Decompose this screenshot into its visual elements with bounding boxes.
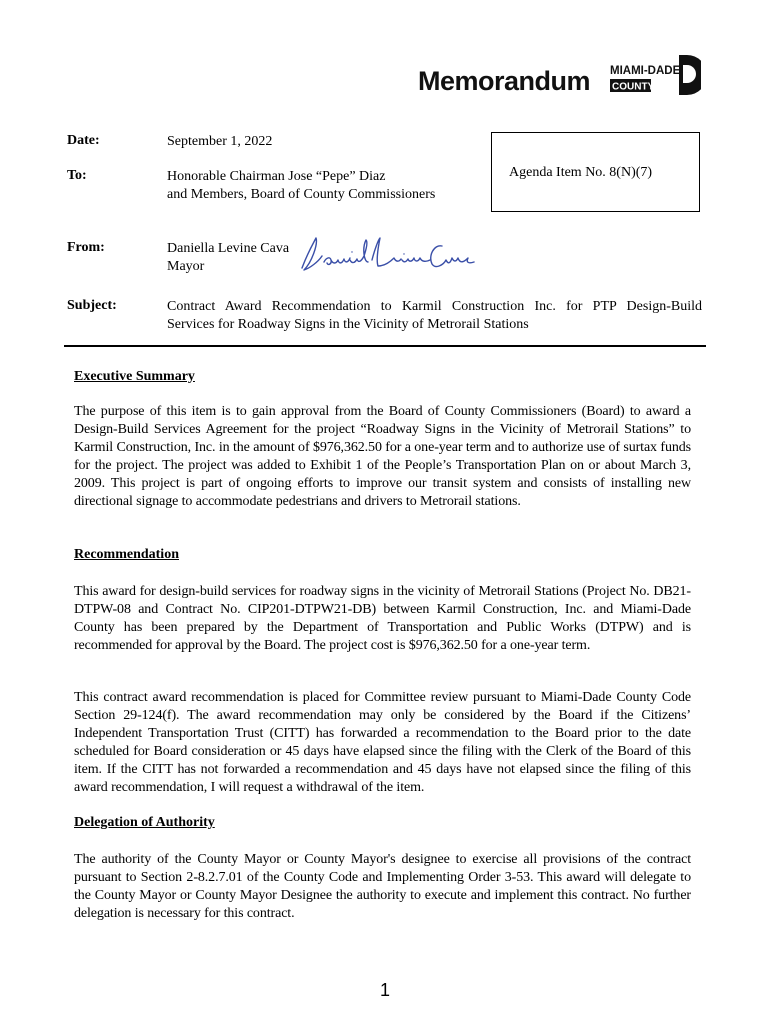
executive-summary-heading: Executive Summary: [74, 369, 195, 384]
mayor-signature: [298, 232, 478, 280]
delegation-heading: Delegation of Authority: [74, 815, 215, 830]
recommendation-paragraph-2: This contract award recommendation is placed for Committee review pursuant to Miami-Dade County Code Section 29-124(f). The award recommendation may only be considered by the Board if the Citizens’ Independent Transportation Trust (CITT) has forwarded a recommendation to the Board prior to the date scheduled for Board consideration or 45 days have elapsed since the filing with the Clerk of the Board of this item. If the CITT has not forwarded a recommendation and 45 days have not elapsed since the filing of this award recommendation, I will request a withdrawal of the item.: [74, 690, 691, 795]
delegation-paragraph: The authority of the County Mayor or County Mayor's designee to exercise all provisions of the contract pursuant to Section 2-8.2.7.01 of the County Code and Implementing Order 3-53. This award will delegate to the County Mayor or County Mayor Designee the authority to execute and implement this contract. No further delegation is necessary for this contract.: [74, 852, 691, 921]
subject-line-1: Contract Award Recommendation to Karmil Construction Inc. for PTP Design-Build: [167, 299, 702, 314]
agenda-item-box: [491, 132, 700, 212]
miami-dade-county-logo: [609, 53, 701, 95]
from-line-1: Daniella Levine Cava: [167, 241, 290, 256]
header-divider: [64, 345, 706, 347]
subject-label: Subject:: [67, 298, 117, 313]
page-number: 1: [379, 980, 390, 1000]
subject-line-2: Services for Roadway Signs in the Vicinity of Metrorail Stations: [167, 317, 529, 332]
from-label: From:: [67, 240, 105, 255]
to-line-2: and Members, Board of County Commissioners: [167, 187, 436, 202]
logo-text-top: MIAMI-DADE: [610, 65, 681, 77]
recommendation-paragraph-1: This award for design-build services for roadway signs in the vicinity of Metrorail Stations (Project No. DB21-DTPW-08 and Contract No. CIP201-DTPW21-DB) between Karmil Construction, Inc. and Miami-Dade County has been prepared by the Department of Transportation and Public Works (DTPW) and is recommended for approval by the Board. The project cost is $976,362.50 for a one-year term.: [74, 584, 691, 653]
memorandum-title: Memorandum: [418, 66, 591, 96]
recommendation-heading: Recommendation: [74, 547, 179, 562]
logo-text-bottom: COUNTY: [612, 81, 655, 93]
agenda-item-text: Agenda Item No. 8(N)(7): [509, 165, 653, 180]
date-label: Date:: [67, 133, 100, 148]
to-label: To:: [67, 168, 87, 183]
date-value: September 1, 2022: [167, 134, 273, 149]
executive-summary-paragraph: The purpose of this item is to gain approval from the Board of County Commissioners (Board) to award a Design-Build Services Agreement for the project “Roadway Signs in the Vicinity of Metrorail Stations” to Karmil Construction, Inc. in the amount of $976,362.50 for a one-year term and to authorize use of surtax funds for the project. The project was added to Exhibit 1 of the People’s Transportation Plan on or about March 3, 2009. This project is part of ongoing efforts to improve our transit system and consists of installing new directional signage to accommodate pedestrians and drivers to Metrorail stations.: [74, 404, 691, 509]
from-line-2: Mayor: [167, 259, 205, 274]
to-line-1: Honorable Chairman Jose “Pepe” Diaz: [167, 169, 386, 184]
